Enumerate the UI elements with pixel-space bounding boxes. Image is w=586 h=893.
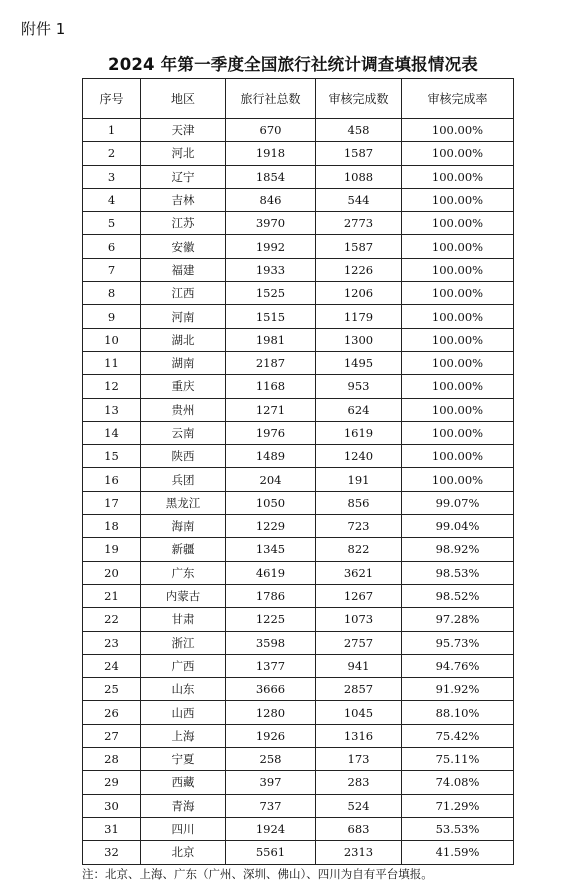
cell-region: 陕西 xyxy=(141,445,226,468)
cell-region: 福建 xyxy=(141,258,226,281)
cell-region: 四川 xyxy=(141,817,226,840)
cell-review-rate: 91.92% xyxy=(402,678,514,701)
cell-region: 江苏 xyxy=(141,212,226,235)
cell-region: 辽宁 xyxy=(141,165,226,188)
cell-region: 河北 xyxy=(141,142,226,165)
cell-agency-total: 1050 xyxy=(226,491,316,514)
cell-region: 安徽 xyxy=(141,235,226,258)
table-row xyxy=(83,375,514,398)
cell-index: 21 xyxy=(83,584,141,607)
cell-reviewed-count: 283 xyxy=(316,771,402,794)
cell-agency-total: 1933 xyxy=(226,258,316,281)
cell-index: 12 xyxy=(83,375,141,398)
cell-agency-total: 2187 xyxy=(226,351,316,374)
cell-agency-total: 3666 xyxy=(226,678,316,701)
cell-review-rate: 100.00% xyxy=(402,445,514,468)
table-row xyxy=(83,235,514,258)
cell-reviewed-count: 953 xyxy=(316,375,402,398)
cell-agency-total: 3598 xyxy=(226,631,316,654)
cell-reviewed-count: 544 xyxy=(316,188,402,211)
header-agency-total: 旅行社总数 xyxy=(226,79,316,119)
cell-reviewed-count: 1226 xyxy=(316,258,402,281)
header-reviewed-count: 审核完成数 xyxy=(316,79,402,119)
cell-agency-total: 397 xyxy=(226,771,316,794)
cell-index: 19 xyxy=(83,538,141,561)
header-index: 序号 xyxy=(83,79,141,119)
table-row xyxy=(83,771,514,794)
cell-index: 27 xyxy=(83,724,141,747)
cell-review-rate: 100.00% xyxy=(402,142,514,165)
cell-review-rate: 100.00% xyxy=(402,165,514,188)
cell-review-rate: 98.52% xyxy=(402,584,514,607)
cell-index: 10 xyxy=(83,328,141,351)
cell-review-rate: 100.00% xyxy=(402,119,514,142)
cell-review-rate: 100.00% xyxy=(402,235,514,258)
cell-reviewed-count: 1045 xyxy=(316,701,402,724)
cell-index: 31 xyxy=(83,817,141,840)
cell-agency-total: 258 xyxy=(226,748,316,771)
cell-region: 甘肃 xyxy=(141,608,226,631)
cell-reviewed-count: 822 xyxy=(316,538,402,561)
cell-agency-total: 1515 xyxy=(226,305,316,328)
table-row xyxy=(83,491,514,514)
cell-region: 海南 xyxy=(141,515,226,538)
table-row xyxy=(83,515,514,538)
cell-review-rate: 75.11% xyxy=(402,748,514,771)
cell-reviewed-count: 1495 xyxy=(316,351,402,374)
cell-index: 16 xyxy=(83,468,141,491)
cell-index: 13 xyxy=(83,398,141,421)
cell-region: 北京 xyxy=(141,841,226,864)
cell-review-rate: 75.42% xyxy=(402,724,514,747)
cell-index: 25 xyxy=(83,678,141,701)
cell-region: 青海 xyxy=(141,794,226,817)
cell-reviewed-count: 1240 xyxy=(316,445,402,468)
table-row xyxy=(83,678,514,701)
cell-agency-total: 1924 xyxy=(226,817,316,840)
cell-index: 17 xyxy=(83,491,141,514)
cell-reviewed-count: 1587 xyxy=(316,142,402,165)
cell-reviewed-count: 1206 xyxy=(316,282,402,305)
cell-agency-total: 4619 xyxy=(226,561,316,584)
cell-agency-total: 1345 xyxy=(226,538,316,561)
table-row xyxy=(83,631,514,654)
cell-index: 3 xyxy=(83,165,141,188)
cell-reviewed-count: 683 xyxy=(316,817,402,840)
cell-index: 9 xyxy=(83,305,141,328)
table-row xyxy=(83,282,514,305)
cell-agency-total: 1926 xyxy=(226,724,316,747)
cell-region: 湖南 xyxy=(141,351,226,374)
cell-agency-total: 1786 xyxy=(226,584,316,607)
cell-index: 15 xyxy=(83,445,141,468)
cell-agency-total: 1225 xyxy=(226,608,316,631)
cell-index: 26 xyxy=(83,701,141,724)
cell-reviewed-count: 723 xyxy=(316,515,402,538)
statistics-table xyxy=(82,78,514,865)
cell-agency-total: 1981 xyxy=(226,328,316,351)
cell-index: 6 xyxy=(83,235,141,258)
cell-region: 重庆 xyxy=(141,375,226,398)
cell-reviewed-count: 1179 xyxy=(316,305,402,328)
cell-agency-total: 204 xyxy=(226,468,316,491)
table-row xyxy=(83,748,514,771)
cell-region: 江西 xyxy=(141,282,226,305)
table-row xyxy=(83,654,514,677)
cell-agency-total: 670 xyxy=(226,119,316,142)
cell-reviewed-count: 524 xyxy=(316,794,402,817)
header-review-rate: 审核完成率 xyxy=(402,79,514,119)
cell-region: 广西 xyxy=(141,654,226,677)
table-row xyxy=(83,305,514,328)
cell-reviewed-count: 941 xyxy=(316,654,402,677)
cell-reviewed-count: 624 xyxy=(316,398,402,421)
cell-index: 28 xyxy=(83,748,141,771)
table-row xyxy=(83,212,514,235)
cell-index: 11 xyxy=(83,351,141,374)
table-header-row xyxy=(83,79,514,119)
cell-index: 18 xyxy=(83,515,141,538)
table-row xyxy=(83,561,514,584)
cell-region: 云南 xyxy=(141,421,226,444)
cell-reviewed-count: 1316 xyxy=(316,724,402,747)
table-row xyxy=(83,468,514,491)
cell-review-rate: 100.00% xyxy=(402,468,514,491)
attachment-label: 附件 1 xyxy=(21,20,66,38)
cell-region: 河南 xyxy=(141,305,226,328)
table-row xyxy=(83,188,514,211)
cell-agency-total: 1992 xyxy=(226,235,316,258)
cell-region: 贵州 xyxy=(141,398,226,421)
cell-agency-total: 3970 xyxy=(226,212,316,235)
cell-reviewed-count: 2313 xyxy=(316,841,402,864)
cell-region: 浙江 xyxy=(141,631,226,654)
cell-reviewed-count: 191 xyxy=(316,468,402,491)
cell-review-rate: 100.00% xyxy=(402,351,514,374)
cell-agency-total: 1976 xyxy=(226,421,316,444)
table-row xyxy=(83,398,514,421)
cell-reviewed-count: 1619 xyxy=(316,421,402,444)
cell-region: 天津 xyxy=(141,119,226,142)
cell-index: 32 xyxy=(83,841,141,864)
cell-agency-total: 5561 xyxy=(226,841,316,864)
cell-index: 1 xyxy=(83,119,141,142)
cell-index: 14 xyxy=(83,421,141,444)
cell-region: 宁夏 xyxy=(141,748,226,771)
cell-review-rate: 94.76% xyxy=(402,654,514,677)
cell-region: 山东 xyxy=(141,678,226,701)
cell-review-rate: 100.00% xyxy=(402,398,514,421)
cell-agency-total: 737 xyxy=(226,794,316,817)
cell-agency-total: 1168 xyxy=(226,375,316,398)
cell-region: 新疆 xyxy=(141,538,226,561)
table-row xyxy=(83,538,514,561)
cell-agency-total: 1271 xyxy=(226,398,316,421)
cell-review-rate: 88.10% xyxy=(402,701,514,724)
table-row xyxy=(83,258,514,281)
cell-reviewed-count: 1267 xyxy=(316,584,402,607)
cell-index: 4 xyxy=(83,188,141,211)
cell-review-rate: 100.00% xyxy=(402,188,514,211)
cell-region: 山西 xyxy=(141,701,226,724)
cell-agency-total: 1280 xyxy=(226,701,316,724)
cell-agency-total: 1229 xyxy=(226,515,316,538)
cell-reviewed-count: 173 xyxy=(316,748,402,771)
cell-review-rate: 98.92% xyxy=(402,538,514,561)
cell-review-rate: 53.53% xyxy=(402,817,514,840)
footnote: 注：北京、上海、广东（广州、深圳、佛山）、四川为自有平台填报。 xyxy=(82,867,433,881)
cell-agency-total: 1854 xyxy=(226,165,316,188)
cell-index: 24 xyxy=(83,654,141,677)
table-row xyxy=(83,584,514,607)
cell-region: 黑龙江 xyxy=(141,491,226,514)
table-body xyxy=(83,119,514,865)
cell-review-rate: 100.00% xyxy=(402,258,514,281)
header-region: 地区 xyxy=(141,79,226,119)
cell-reviewed-count: 3621 xyxy=(316,561,402,584)
table-row xyxy=(83,328,514,351)
table-row xyxy=(83,351,514,374)
table-row xyxy=(83,119,514,142)
cell-review-rate: 71.29% xyxy=(402,794,514,817)
cell-review-rate: 100.00% xyxy=(402,282,514,305)
table-row xyxy=(83,445,514,468)
cell-reviewed-count: 856 xyxy=(316,491,402,514)
cell-review-rate: 100.00% xyxy=(402,305,514,328)
cell-region: 吉林 xyxy=(141,188,226,211)
table-row xyxy=(83,841,514,864)
cell-review-rate: 100.00% xyxy=(402,375,514,398)
table-row xyxy=(83,817,514,840)
cell-agency-total: 1918 xyxy=(226,142,316,165)
cell-region: 湖北 xyxy=(141,328,226,351)
cell-review-rate: 95.73% xyxy=(402,631,514,654)
cell-index: 5 xyxy=(83,212,141,235)
cell-agency-total: 1489 xyxy=(226,445,316,468)
cell-index: 22 xyxy=(83,608,141,631)
cell-review-rate: 100.00% xyxy=(402,421,514,444)
table-row xyxy=(83,165,514,188)
cell-index: 8 xyxy=(83,282,141,305)
cell-reviewed-count: 1073 xyxy=(316,608,402,631)
table-row xyxy=(83,421,514,444)
cell-region: 兵团 xyxy=(141,468,226,491)
cell-review-rate: 97.28% xyxy=(402,608,514,631)
cell-index: 2 xyxy=(83,142,141,165)
cell-reviewed-count: 2857 xyxy=(316,678,402,701)
cell-review-rate: 41.59% xyxy=(402,841,514,864)
cell-review-rate: 74.08% xyxy=(402,771,514,794)
cell-index: 20 xyxy=(83,561,141,584)
cell-region: 广东 xyxy=(141,561,226,584)
document-title: 2024 年第一季度全国旅行社统计调查填报情况表 xyxy=(108,55,478,74)
cell-reviewed-count: 1088 xyxy=(316,165,402,188)
cell-reviewed-count: 1300 xyxy=(316,328,402,351)
cell-review-rate: 99.04% xyxy=(402,515,514,538)
cell-index: 23 xyxy=(83,631,141,654)
cell-reviewed-count: 2757 xyxy=(316,631,402,654)
cell-reviewed-count: 458 xyxy=(316,119,402,142)
table-row xyxy=(83,724,514,747)
table-row xyxy=(83,142,514,165)
cell-review-rate: 100.00% xyxy=(402,212,514,235)
table-row xyxy=(83,794,514,817)
cell-reviewed-count: 2773 xyxy=(316,212,402,235)
cell-agency-total: 1525 xyxy=(226,282,316,305)
cell-review-rate: 98.53% xyxy=(402,561,514,584)
cell-agency-total: 846 xyxy=(226,188,316,211)
table-row xyxy=(83,608,514,631)
cell-index: 7 xyxy=(83,258,141,281)
cell-region: 西藏 xyxy=(141,771,226,794)
cell-review-rate: 99.07% xyxy=(402,491,514,514)
cell-review-rate: 100.00% xyxy=(402,328,514,351)
table-row xyxy=(83,701,514,724)
cell-index: 30 xyxy=(83,794,141,817)
cell-agency-total: 1377 xyxy=(226,654,316,677)
cell-index: 29 xyxy=(83,771,141,794)
cell-reviewed-count: 1587 xyxy=(316,235,402,258)
cell-region: 上海 xyxy=(141,724,226,747)
cell-region: 内蒙古 xyxy=(141,584,226,607)
